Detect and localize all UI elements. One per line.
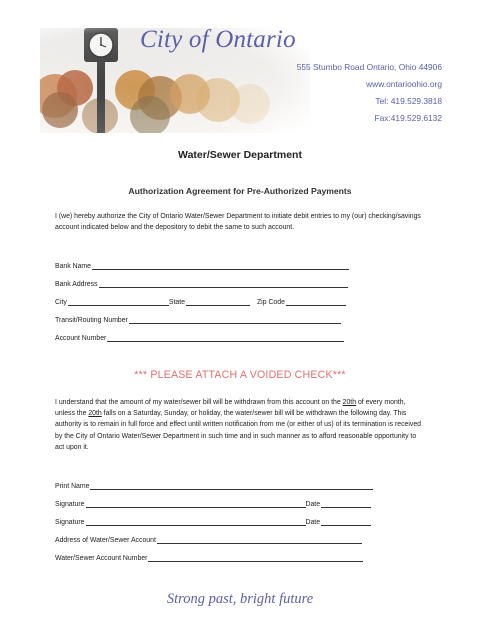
- state-field[interactable]: [186, 297, 250, 306]
- terms-text-2: of every month, unless the: [55, 399, 406, 418]
- print-name-label: Print Name: [55, 483, 90, 490]
- state-label: State: [168, 299, 185, 306]
- form-title: Authorization Agreement for Pre-Authorized Payments: [128, 186, 352, 196]
- signature-row-2: [55, 517, 371, 526]
- city-field[interactable]: [68, 297, 169, 306]
- signature-label-2: Signature: [55, 519, 85, 526]
- city-slogan: Strong past, bright future: [166, 591, 314, 607]
- bank-name-label: Bank Name: [55, 263, 92, 270]
- routing-number-label: Transit/Routing Number: [55, 317, 128, 324]
- department-heading: Water/Sewer Department: [178, 149, 302, 161]
- account-number-label: Account Number: [55, 335, 107, 342]
- bank-address-label: Bank Address: [55, 281, 98, 288]
- date-label-2: Date: [305, 519, 321, 526]
- terms-text-3: falls on a Saturday, Sunday, or holiday, the water/sewer bill will be withdrawn the following day. This authority is to remain in full force and effect until written notification from me (or either of us) of its termination is received by the City of Ontario Water/Sewer Department in such time and in such manner as to afford reasonable opportunity to act upon it.: [55, 410, 422, 451]
- service-address-row: [55, 535, 362, 544]
- city-fax: Fax:419.529.6132: [374, 113, 442, 123]
- account-number-row: [55, 333, 344, 342]
- intro-paragraph: I (we) hereby authorize the City of Ontario Water/Sewer Department to initiate debit entries to my (our) checking/savings account indicated below and the depository to debit the same to such account.: [55, 213, 421, 232]
- voided-check-notice: *** PLEASE ATTACH A VOIDED CHECK***: [134, 369, 346, 381]
- print-name-row: [55, 481, 373, 490]
- water-account-number-row: [55, 553, 363, 562]
- routing-number-row: [55, 315, 341, 324]
- date-field-2[interactable]: [321, 517, 371, 526]
- print-name-field[interactable]: [90, 481, 373, 490]
- city-state-zip-row: [55, 297, 346, 306]
- date-field-1[interactable]: [321, 499, 371, 508]
- city-label: City: [55, 299, 67, 306]
- routing-number-field[interactable]: [129, 315, 341, 324]
- water-account-number-label: Water/Sewer Account Number: [55, 555, 148, 562]
- bank-address-field[interactable]: [99, 279, 348, 288]
- signature-label-1: Signature: [55, 501, 85, 508]
- service-address-label: Address of Water/Sewer Account: [55, 537, 156, 544]
- signature-field-1[interactable]: [86, 499, 306, 508]
- terms-paragraph: [55, 397, 427, 453]
- service-address-field[interactable]: [157, 535, 362, 544]
- bank-address-row: [55, 279, 348, 288]
- terms-date-2: 20th: [88, 410, 102, 418]
- account-number-field[interactable]: [107, 333, 344, 342]
- zip-label: Zip Code: [256, 299, 285, 306]
- zip-field[interactable]: [286, 297, 346, 306]
- city-phone: Tel: 419.529.3818: [375, 96, 442, 106]
- water-account-number-field[interactable]: [148, 553, 363, 562]
- signature-row-1: [55, 499, 371, 508]
- bank-name-row: [55, 261, 349, 270]
- city-website-link[interactable]: www.ontarioohio.org: [366, 79, 442, 89]
- terms-date-1: 20th: [342, 399, 357, 406]
- city-address: 555 Stumbo Road Ontario, Ohio 44906: [296, 62, 442, 72]
- bank-name-field[interactable]: [92, 261, 349, 270]
- signature-field-2[interactable]: [86, 517, 306, 526]
- terms-text-1: I understand that the amount of my water/sewer bill will be withdrawn from this account on the: [55, 399, 343, 406]
- city-name-title: City of Ontario: [140, 26, 296, 53]
- date-label-1: Date: [305, 501, 321, 508]
